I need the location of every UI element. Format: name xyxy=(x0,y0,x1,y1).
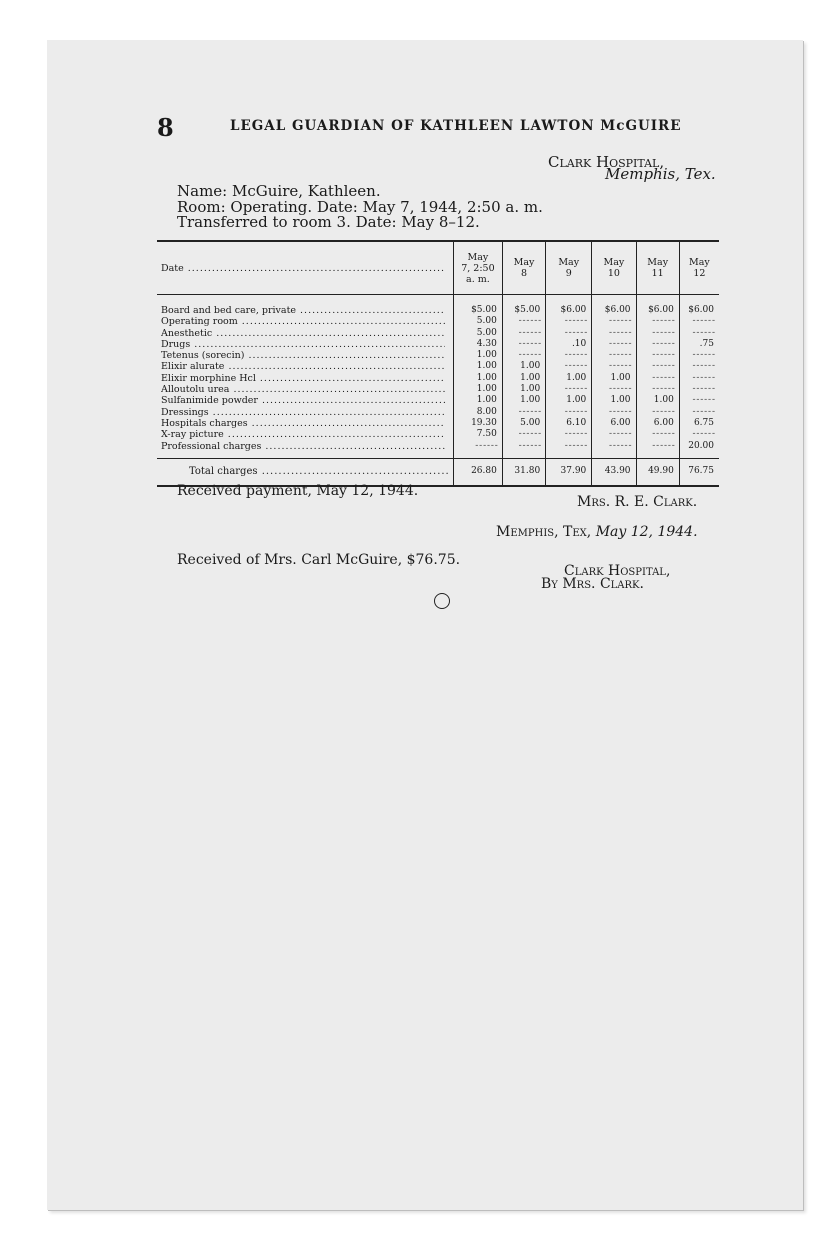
charge-cell: - - - - - - xyxy=(679,361,719,372)
charge-cell: 8.00 xyxy=(454,407,503,418)
charge-cell: - - - - - - xyxy=(679,328,719,339)
date: May 12, 1944. xyxy=(595,524,698,540)
charge-cell: - - - - - - xyxy=(636,339,679,350)
date-column-header: Date ..... xyxy=(157,241,454,295)
charge-cell: 6.10 xyxy=(546,418,592,429)
charge-cell: 1.00 xyxy=(502,384,545,395)
charge-cell: 7.50 xyxy=(454,429,503,440)
table-row xyxy=(157,407,719,418)
charge-cell: - - - - - - xyxy=(502,441,545,459)
charge-cell: - - - - - - xyxy=(592,441,636,459)
charge-cell: - - - - - - xyxy=(636,350,679,361)
charge-cell: - - - - - - xyxy=(502,328,545,339)
charge-cell: - - - - - - xyxy=(636,384,679,395)
charge-cell: 1.00 xyxy=(454,384,503,395)
charge-label: Elixir alurate ..... xyxy=(157,361,454,372)
charge-cell: - - - - - - xyxy=(592,339,636,350)
charge-label: Elixir morphine Hcl ..... xyxy=(157,373,454,384)
table-row xyxy=(157,350,719,361)
charge-cell: 5.00 xyxy=(502,418,545,429)
charge-cell: - - - - - - xyxy=(636,361,679,372)
charge-cell: - - - - - - xyxy=(636,316,679,327)
column-header-may-8: May 8 xyxy=(502,241,545,295)
table-header-row xyxy=(157,241,719,295)
table-row xyxy=(157,316,719,327)
column-header-may-7: May 7, 2:50 a. m. xyxy=(454,241,503,295)
table-row xyxy=(157,418,719,429)
charge-cell: $6.00 xyxy=(546,295,592,317)
total-cell: 43.90 xyxy=(592,458,636,486)
charge-cell: - - - - - - xyxy=(546,316,592,327)
charge-label: Drugs ..... xyxy=(157,339,454,350)
total-row xyxy=(157,458,719,486)
hospital-city: Memphis, Tex. xyxy=(605,165,716,183)
table-row xyxy=(157,395,719,406)
charge-cell: - - - - - - xyxy=(502,429,545,440)
transfer-date: Transferred to room 3. Date: May 8–12. xyxy=(177,213,480,231)
charge-cell: - - - - - - xyxy=(592,328,636,339)
charge-label: Sulfanimide powder ..... xyxy=(157,395,454,406)
column-header-may-11: May 11 xyxy=(636,241,679,295)
table-row xyxy=(157,361,719,372)
charge-cell: $6.00 xyxy=(679,295,719,317)
charge-cell: - - - - - - xyxy=(592,384,636,395)
charge-cell: 1.00 xyxy=(502,395,545,406)
charge-cell: - - - - - - xyxy=(636,373,679,384)
received-of-text: Received of Mrs. Carl McGuire, $76.75. xyxy=(177,552,461,568)
charge-cell: 1.00 xyxy=(546,373,592,384)
table-row xyxy=(157,328,719,339)
charge-label: Hospitals charges ..... xyxy=(157,418,454,429)
page-number: 8 xyxy=(157,113,174,142)
total-cell: 49.90 xyxy=(636,458,679,486)
charge-cell: - - - - - - xyxy=(502,407,545,418)
charge-cell: $6.00 xyxy=(592,295,636,317)
charge-cell: - - - - - - xyxy=(636,407,679,418)
charge-cell: $5.00 xyxy=(502,295,545,317)
place: Memphis, Tex, xyxy=(496,524,592,540)
payment-received-text: Received payment, May 12, 1944. xyxy=(177,483,419,499)
charge-cell: 6.00 xyxy=(592,418,636,429)
total-cell: 26.80 xyxy=(454,458,503,486)
charge-cell: - - - - - - xyxy=(636,429,679,440)
charge-label: Alloutolu urea ..... xyxy=(157,384,454,395)
hospital-name: Clark Hospital, xyxy=(548,153,665,171)
charge-cell: .10 xyxy=(546,339,592,350)
charge-cell: 5.00 xyxy=(454,316,503,327)
charge-cell: - - - - - - xyxy=(636,328,679,339)
charge-cell: .75 xyxy=(679,339,719,350)
charge-cell: 4.30 xyxy=(454,339,503,350)
charge-cell: - - - - - - xyxy=(592,350,636,361)
charge-cell: - - - - - - xyxy=(592,407,636,418)
charge-cell: - - - - - - xyxy=(546,429,592,440)
table-row xyxy=(157,384,719,395)
charge-cell: 6.00 xyxy=(636,418,679,429)
charge-cell: 1.00 xyxy=(454,395,503,406)
charge-label: Professional charges ..... xyxy=(157,441,454,459)
charge-label: Dressings ..... xyxy=(157,407,454,418)
table-row xyxy=(157,373,719,384)
charge-cell: - - - - - - xyxy=(502,350,545,361)
charge-label: X-ray picture ..... xyxy=(157,429,454,440)
table-row xyxy=(157,295,719,317)
charge-cell: - - - - - - xyxy=(546,407,592,418)
charge-cell: 1.00 xyxy=(454,373,503,384)
charge-cell: 20.00 xyxy=(679,441,719,459)
charge-cell: $6.00 xyxy=(636,295,679,317)
circle-mark xyxy=(434,593,450,609)
running-header: LEGAL GUARDIAN OF KATHLEEN LAWTON McGUIRE xyxy=(230,118,682,134)
charge-cell: 1.00 xyxy=(592,373,636,384)
total-cell: 76.75 xyxy=(679,458,719,486)
charge-cell: - - - - - - xyxy=(679,350,719,361)
signature-mrs-clark: Mrs. R. E. Clark. xyxy=(577,494,698,510)
charge-cell: 1.00 xyxy=(502,373,545,384)
charge-cell: 1.00 xyxy=(592,395,636,406)
charge-cell: - - - - - - xyxy=(502,316,545,327)
charge-label: Operating room ..... xyxy=(157,316,454,327)
charge-label: Board and bed care, private ..... xyxy=(157,295,454,317)
column-header-may-12: May 12 xyxy=(679,241,719,295)
charge-cell: - - - - - - xyxy=(592,361,636,372)
signature-hospital: Clark Hospital, xyxy=(564,563,671,579)
charge-cell: - - - - - - xyxy=(546,441,592,459)
total-label: Total charges ..... xyxy=(157,458,454,486)
charge-cell: - - - - - - xyxy=(454,441,503,459)
charge-label: Tetenus (sorecin) ..... xyxy=(157,350,454,361)
charge-cell: 1.00 xyxy=(546,395,592,406)
signature-by: By Mrs. Clark. xyxy=(541,576,644,592)
charge-cell: - - - - - - xyxy=(546,384,592,395)
charge-cell: 6.75 xyxy=(679,418,719,429)
charge-cell: 1.00 xyxy=(454,361,503,372)
charge-cell: $5.00 xyxy=(454,295,503,317)
charge-cell: - - - - - - xyxy=(679,429,719,440)
table-row xyxy=(157,339,719,350)
charge-cell: - - - - - - xyxy=(592,429,636,440)
charge-label: Anesthetic ..... xyxy=(157,328,454,339)
charge-cell: - - - - - - xyxy=(679,407,719,418)
table-row xyxy=(157,429,719,440)
charge-cell: - - - - - - xyxy=(546,328,592,339)
total-cell: 37.90 xyxy=(546,458,592,486)
charge-cell: 5.00 xyxy=(454,328,503,339)
charge-cell: - - - - - - xyxy=(502,339,545,350)
charge-cell: - - - - - - xyxy=(546,361,592,372)
charge-cell: 1.00 xyxy=(636,395,679,406)
charge-cell: 1.00 xyxy=(454,350,503,361)
charge-cell: - - - - - - xyxy=(679,316,719,327)
charge-cell: 19.30 xyxy=(454,418,503,429)
column-header-may-10: May 10 xyxy=(592,241,636,295)
charge-cell: - - - - - - xyxy=(679,384,719,395)
charge-cell: - - - - - - xyxy=(592,316,636,327)
patient-name: Name: McGuire, Kathleen. xyxy=(177,182,381,200)
charge-cell: - - - - - - xyxy=(679,373,719,384)
total-cell: 31.80 xyxy=(502,458,545,486)
table-row xyxy=(157,441,719,459)
charge-cell: - - - - - - xyxy=(546,350,592,361)
charge-cell: 1.00 xyxy=(502,361,545,372)
charge-cell: - - - - - - xyxy=(679,395,719,406)
charges-table xyxy=(157,240,719,487)
room-date: Room: Operating. Date: May 7, 1944, 2:50 a. m. xyxy=(177,198,543,216)
column-header-may-9: May 9 xyxy=(546,241,592,295)
place-date-line xyxy=(496,524,698,540)
charge-cell: - - - - - - xyxy=(636,441,679,459)
